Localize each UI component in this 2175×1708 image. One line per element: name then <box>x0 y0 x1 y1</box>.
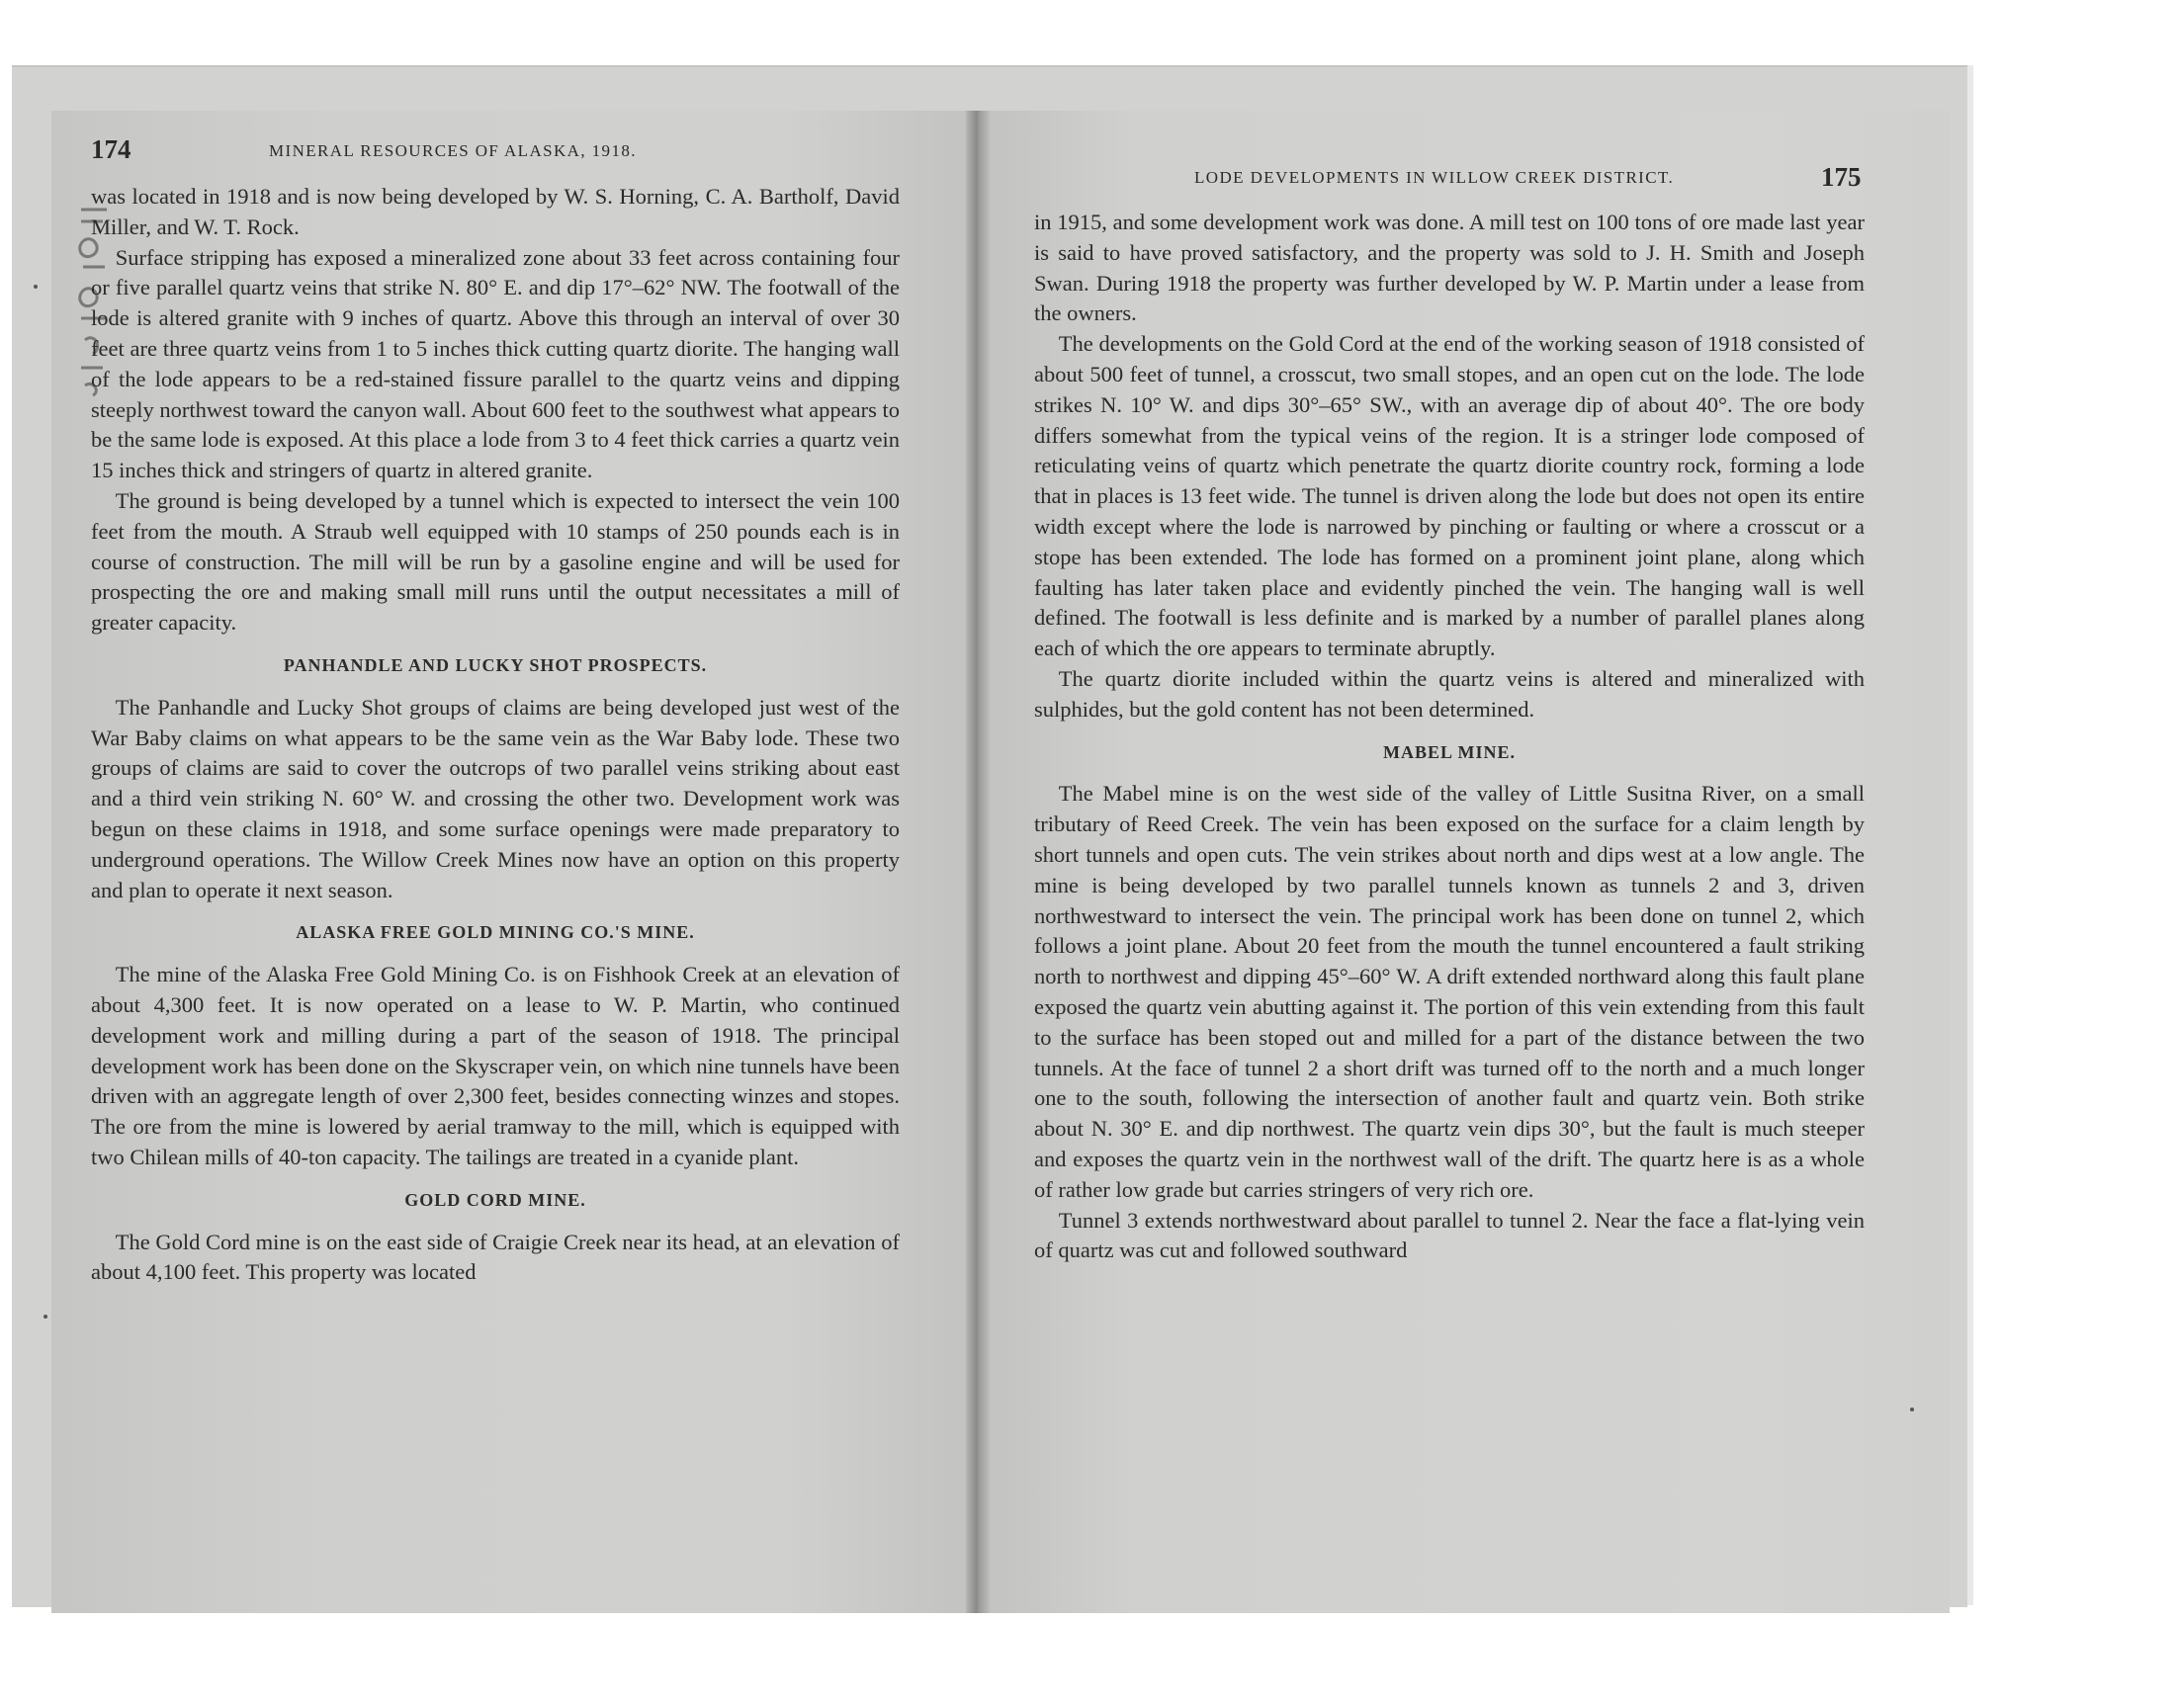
paragraph: in 1915, and some development work was done. A mill test on 100 tons of ore made last year is said to have proved satisfactory, and the property was sold to J. H. Smith and Joseph Swan. During 1918 the property was further developed by W. P. Martin under a lease from the owners. <box>1034 210 1865 326</box>
paragraph: Surface stripping has exposed a mineralized zone about 33 feet across containing four or five parallel quartz veins that strike N. 80° E. and dip 17°–62° NW. The footwall of the lode is altered granite with 9 inches of quartz. Above this through an interval of over 30 feet are three quartz veins from 1 to 5 inches thick cutting quartz diorite. The hanging wall of the lode appears to be a red-stained fissure parallel to the quartz veins and dipping steeply northwest toward the canyon wall. About 600 feet to the southwest what appears to be the same lode is exposed. At this place a lode from 3 to 4 feet thick carries a quartz vein 15 inches thick and stringers of quartz in altered granite. <box>91 244 900 483</box>
book-gutter <box>966 111 990 1613</box>
section-heading: GOLD CORD MINE. <box>404 1189 586 1210</box>
running-head-left: MINERAL RESOURCES OF ALASKA, 1918. <box>269 141 637 160</box>
right-page-body <box>1034 208 1865 1266</box>
paragraph: Tunnel 3 extends northwestward about parallel to tunnel 2. Near the face a flat-lying vein of quartz was cut and followed southward <box>1034 1207 1865 1263</box>
scan-speck <box>44 1315 47 1319</box>
left-page <box>51 111 966 1613</box>
scan-speck <box>1910 1408 1914 1411</box>
running-head-right: LODE DEVELOPMENTS IN WILLOW CREEK DISTRICT. <box>1194 168 1675 187</box>
book-spread <box>51 111 1950 1613</box>
paragraph: The Panhandle and Lucky Shot groups of claims are being developed just west of the War Baby claims on what appears to be the same vein as the War Baby lode. These two groups of claims are said to cover the outcrops of two parallel veins striking about east and a third vein striking N. 60° W. and crossing the other two. Development work was begun on these claims in 1918, and some surface openings were made preparatory to underground operations. The Willow Creek Mines now have an option on this property and plan to operate it next season. <box>91 694 900 902</box>
paragraph: The developments on the Gold Cord at the end of the working season of 1918 consisted of about 500 feet of tunnel, a crosscut, two small stopes, and an open cut on the lode. The lode strikes N. 10° W. and dips 30°–65° SW., with an average dip of about 40°. The ore body differs somewhat from the typical veins of the region. It is a stringer lode composed of reticulating veins of quartz which penetrate the quartz diorite country rock, forming a lode that in places is 13 feet wide. The tunnel is driven along the lode but does not open its entire width except where the lode is narrowed by pinching or faulting or where a crosscut or a stope has been extended. The lode has formed on a prominent joint plane, along which faulting has later taken place and evidently pinched the vein. The hanging wall is well defined. The footwall is less definite and is marked by a number of parallel planes along each of which the ore appears to terminate abruptly. <box>1034 331 1865 661</box>
scan-speck <box>34 285 38 289</box>
section-heading: MABEL MINE. <box>1382 741 1516 762</box>
paragraph: The Gold Cord mine is on the east side of Craigie Creek near its head, at an elevation of about 4,100 feet. This property was located <box>91 1229 900 1285</box>
page-number-right: 175 <box>1821 162 1862 192</box>
right-page <box>990 111 1950 1613</box>
paragraph: was located in 1918 and is now being developed by W. S. Horning, C. A. Bartholf, David Miller, and W. T. Rock. <box>91 184 900 239</box>
paragraph: The mine of the Alaska Free Gold Mining Co. is on Fishhook Creek at an elevation of about 4,300 feet. It is now operated on a lease to W. P. Martin, who continued development work and milling during a part of the season of 1918. The principal development work has been done on the Skyscraper vein, on which nine tunnels have been driven with an aggregate length of over 2,300 feet, besides connecting winzes and stopes. The ore from the mine is lowered by aerial tramway to the mill, which is equipped with two Chilean mills of 40-ton capacity. The tailings are treated in a cyanide plant. <box>91 962 900 1169</box>
paragraph: The ground is being developed by a tunnel which is expected to intersect the vein 100 feet from the mouth. A Straub well equipped with 10 stamps of 250 pounds each is in course of construction. The mill will be run by a gasoline engine and will be used for prospecting the ore and making small mill runs until the output necessitates a mill of greater capacity. <box>91 487 900 636</box>
page-number-left: 174 <box>91 134 131 164</box>
left-page-body <box>91 182 900 1288</box>
paragraph: The Mabel mine is on the west side of the valley of Little Susitna River, on a small tributary of Reed Creek. The vein has been exposed on the surface for a claim length by short tunnels and open cuts. The vein strikes about north and dips west at a low angle. The mine is being developed by two parallel tunnels known as tunnels 2 and 3, driven northwestward to intersect the vein. The principal work has been done on tunnel 2, which follows a joint plane. About 20 feet from the mouth the tunnel encountered a fault striking north to northwest and dipping 45°–60° W. A drift extended northward along this fault plane exposed the quartz vein abutting against it. The portion of this vein extending from this fault to the surface has been stoped out and milled for a part of the distance between the two tunnels. At the face of tunnel 2 a short drift was turned off to the north and a much longer one to the south, following the intersection of another fault and quartz vein. Both strike about N. 30° E. and dip northwest. The quartz vein dips 30°, but the fault is much steeper and exposes the quartz vein in the northwest wall of the drift. The quartz here is as a whole of rather low grade but carries stringers of very rich ore. <box>1034 781 1865 1202</box>
section-heading: ALASKA FREE GOLD MINING CO.'S MINE. <box>296 922 695 943</box>
section-heading: PANHANDLE AND LUCKY SHOT PROSPECTS. <box>283 654 708 675</box>
scan-edge-shadow <box>1967 65 1973 1605</box>
paragraph: The quartz diorite included within the quartz veins is altered and mineralized with sulphides, but the gold content has not been determined. <box>1034 665 1865 722</box>
